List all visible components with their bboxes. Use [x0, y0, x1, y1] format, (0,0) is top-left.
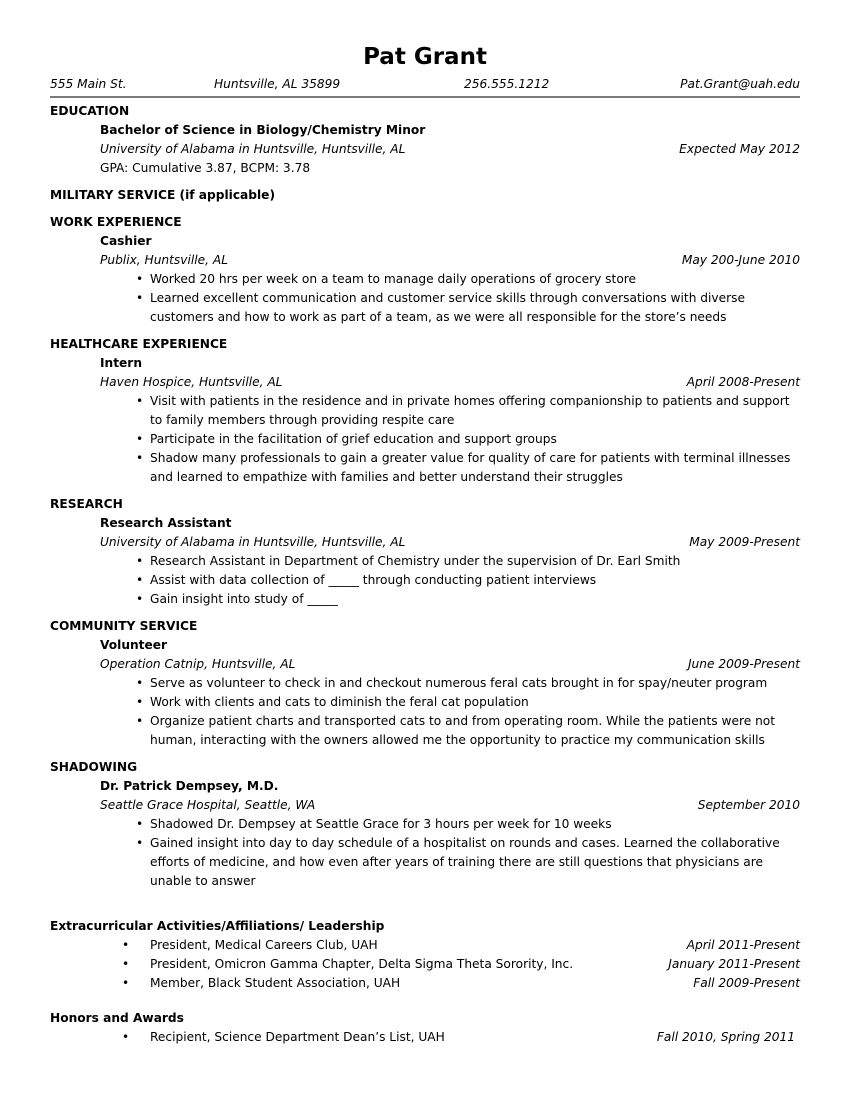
resume-page: [50, 42, 800, 1047]
work-date: May 200-June 2010: [681, 253, 800, 267]
healthcare-heading: HEALTHCARE EXPERIENCE: [50, 337, 228, 351]
research-heading: RESEARCH: [50, 497, 123, 511]
work-title: Cashier: [100, 234, 152, 248]
research-title: Research Assistant: [100, 516, 232, 530]
activity-date: January 2011-Present: [668, 957, 800, 971]
education-gpa: GPA: Cumulative 3.87, BCPM: 3.78: [100, 161, 311, 175]
research-bullets: [50, 552, 800, 609]
list-item: • Assist with data collection of _____ through conducting patient interviews: [50, 571, 800, 590]
activity-text: Member, Black Student Association, UAH: [150, 976, 401, 990]
shadowing-org: Seattle Grace Hospital, Seattle, WA: [100, 798, 316, 812]
contact-line: [50, 74, 800, 98]
community-bullets: [50, 674, 800, 750]
community-heading: COMMUNITY SERVICE: [50, 619, 198, 633]
list-item: • Shadow many professionals to gain a greater value for quality of care for patients with terminal illnesses and learned to empathize with families and better understand their struggles: [50, 449, 800, 487]
city: Huntsville, AL 35899: [214, 77, 341, 91]
activity-date: Fall 2009-Present: [693, 976, 800, 990]
address: 555 Main St.: [50, 77, 127, 91]
email: Pat.Grant@uah.edu: [680, 77, 800, 91]
list-item: • Participate in the facilitation of grief education and support groups: [50, 430, 800, 449]
shadowing-heading: SHADOWING: [50, 760, 138, 774]
list-item: • Visit with patients in the residence and in private homes offering companionship to patients and support to family members through providing respite care: [50, 392, 800, 430]
resume-name: Pat Grant: [363, 44, 487, 70]
honor-date: Fall 2010, Spring 2011: [656, 1030, 795, 1044]
honor-row: • Recipient, Science Department Dean’s List, UAH Fall 2010, Spring 2011: [50, 1028, 800, 1047]
activity-row: • President, Omicron Gamma Chapter, Delta Sigma Theta Sorority, Inc. January 2011-Present: [50, 955, 800, 974]
military-heading: MILITARY SERVICE (if applicable): [50, 188, 276, 202]
activities-heading: Extracurricular Activities/Affiliations/ Leadership: [50, 919, 385, 933]
list-item: • Learned excellent communication and customer service skills through conversations with diverse customers and how to work as part of a team, as we were all responsible for the store’s needs: [50, 289, 800, 327]
honor-text: Recipient, Science Department Dean’s List, UAH: [150, 1030, 445, 1044]
work-bullets: [50, 270, 800, 327]
activity-date: April 2011-Present: [686, 938, 800, 952]
activity-row: • Member, Black Student Association, UAH Fall 2009-Present: [50, 974, 800, 993]
community-title: Volunteer: [100, 638, 168, 652]
healthcare-title: Intern: [100, 356, 142, 370]
honors-heading: Honors and Awards: [50, 1011, 184, 1025]
healthcare-org: Haven Hospice, Huntsville, AL: [100, 375, 283, 389]
research-org-row: [50, 533, 800, 552]
activity-row: • President, Medical Careers Club, UAH April 2011-Present: [50, 936, 800, 955]
community-date: June 2009-Present: [687, 657, 800, 671]
community-org: Operation Catnip, Huntsville, AL: [100, 657, 296, 671]
list-item: • Research Assistant in Department of Chemistry under the supervision of Dr. Earl Smith: [50, 552, 800, 571]
list-item: • Gain insight into study of _____: [50, 590, 800, 609]
shadowing-bullets: [50, 815, 800, 891]
work-org: Publix, Huntsville, AL: [100, 253, 229, 267]
shadowing-org-row: [50, 796, 800, 815]
research-org: University of Alabama in Huntsville, Huntsville, AL: [100, 535, 406, 549]
healthcare-date: April 2008-Present: [686, 375, 800, 389]
activity-text: President, Omicron Gamma Chapter, Delta Sigma Theta Sorority, Inc.: [150, 957, 574, 971]
education-date: Expected May 2012: [679, 142, 800, 156]
phone: 256.555.1212: [464, 77, 550, 91]
list-item: • Work with clients and cats to diminish the feral cat population: [50, 693, 800, 712]
healthcare-bullets: [50, 392, 800, 487]
list-item: • Shadowed Dr. Dempsey at Seattle Grace for 3 hours per week for 10 weeks: [50, 815, 800, 834]
research-date: May 2009-Present: [689, 535, 800, 549]
healthcare-org-row: [50, 373, 800, 392]
activity-text: President, Medical Careers Club, UAH: [150, 938, 378, 952]
shadowing-date: September 2010: [697, 798, 800, 812]
work-org-row: [50, 251, 800, 270]
list-item: • Serve as volunteer to check in and checkout numerous feral cats brought in for spay/neuter program: [50, 674, 800, 693]
education-school-row: [50, 140, 800, 159]
work-heading: WORK EXPERIENCE: [50, 215, 182, 229]
list-item: • Worked 20 hrs per week on a team to manage daily operations of grocery store: [50, 270, 800, 289]
list-item: • Organize patient charts and transported cats to and from operating room. While the patients were not human, interacting with the owners allowed me the opportunity to practice my communication skills: [50, 712, 800, 750]
education-heading: EDUCATION: [50, 104, 130, 118]
education-degree: Bachelor of Science in Biology/Chemistry Minor: [100, 123, 426, 137]
education-school: University of Alabama in Huntsville, Huntsville, AL: [100, 142, 406, 156]
community-org-row: [50, 655, 800, 674]
list-item: • Gained insight into day to day schedule of a hospitalist on rounds and cases. Learned the collaborative efforts of medicine, and how even after years of training there are still questions that physicians are unable to answer: [50, 834, 800, 891]
shadowing-title: Dr. Patrick Dempsey, M.D.: [100, 779, 279, 793]
